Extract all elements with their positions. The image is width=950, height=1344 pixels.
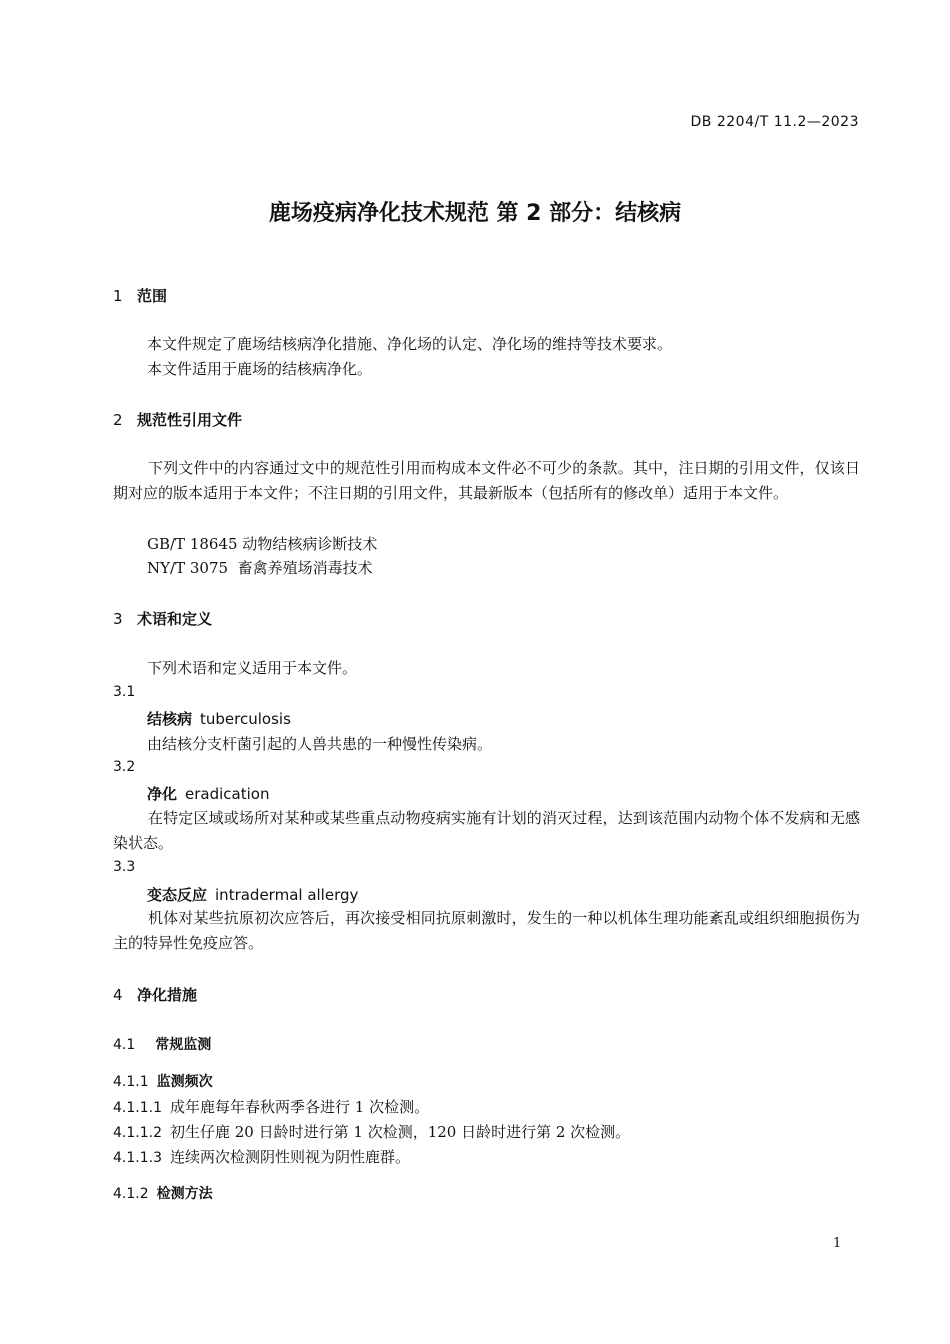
section-number: 3	[113, 610, 123, 628]
section-1-heading	[113, 285, 167, 306]
terms-intro: 下列术语和定义适用于本文件。	[147, 659, 358, 677]
term-definition: 在特定区域或场所对某种或某些重点动物疫病实施有计划的消灭过程，达到该范围内动物个体不发病和无感染状态。	[113, 809, 860, 852]
term-en: intradermal allergy	[215, 886, 359, 904]
term-number: 3.1	[113, 684, 136, 700]
subsection-4-1-2-heading	[113, 1183, 213, 1203]
item-text: 连续两次检测阴性则视为阴性鹿群。	[169, 1148, 410, 1166]
reference-item: GB/T 18645 动物结核病诊断技术	[147, 535, 378, 553]
term-zh: 结核病	[147, 710, 193, 728]
term-entry	[147, 708, 291, 729]
section-title: 术语和定义	[137, 610, 213, 628]
subsection-number: 4.1.1	[113, 1074, 149, 1090]
term-en: eradication	[185, 785, 270, 803]
list-item	[113, 1146, 410, 1167]
document-code: DB 2204/T 11.2—2023	[690, 114, 859, 130]
term-definition: 由结核分支杆菌引起的人兽共患的一种慢性传染病。	[147, 735, 493, 753]
term-en: tuberculosis	[200, 710, 291, 728]
section-title: 范围	[137, 287, 168, 305]
term-entry	[147, 783, 269, 804]
reference-item: NY/T 3075 畜禽养殖场消毒技术	[147, 559, 373, 577]
subsection-4-1-heading	[113, 1034, 211, 1054]
subsection-title: 监测频次	[156, 1074, 213, 1090]
item-number: 4.1.1.3	[113, 1150, 162, 1166]
scope-paragraph-1: 本文件规定了鹿场结核病净化措施、净化场的认定、净化场的维持等技术要求。	[147, 335, 673, 353]
list-item	[113, 1121, 630, 1142]
term-zh: 净化	[147, 785, 178, 803]
term-number: 3.3	[113, 859, 136, 875]
section-number: 1	[113, 287, 123, 305]
term-number: 3.2	[113, 759, 136, 775]
section-number: 2	[113, 411, 123, 429]
item-text: 成年鹿每年春秋两季各进行 1 次检测。	[169, 1098, 430, 1116]
section-4-heading	[113, 984, 197, 1005]
page-number: 1	[833, 1236, 842, 1251]
term-definition: 机体对某些抗原初次应答后，再次接受相同抗原刺激时，发生的一种以机体生理功能紊乱或组织细胞损伤为主的特异性免疫应答。	[113, 909, 860, 952]
section-3-heading	[113, 608, 212, 629]
references-paragraph: 下列文件中的内容通过文中的规范性引用而构成本文件必不可少的条款。其中，注日期的引用文件，仅该日期对应的版本适用于本文件；不注日期的引用文件，其最新版本（包括所有的修改单）适用于本文件。	[113, 459, 860, 502]
subsection-4-1-1-heading	[113, 1071, 213, 1091]
section-number: 4	[113, 986, 123, 1004]
section-2-heading	[113, 409, 242, 430]
list-item	[113, 1096, 429, 1117]
subsection-number: 4.1.2	[113, 1186, 149, 1202]
subsection-title: 常规监测	[155, 1037, 212, 1053]
subsection-title: 检测方法	[156, 1186, 213, 1202]
term-entry	[147, 884, 358, 905]
item-number: 4.1.1.2	[113, 1125, 162, 1141]
term-zh: 变态反应	[147, 886, 208, 904]
section-title: 规范性引用文件	[137, 411, 243, 429]
page-title: 鹿场疫病净化技术规范 第 2 部分：结核病	[268, 201, 682, 226]
item-number: 4.1.1.1	[113, 1100, 162, 1116]
item-text: 初生仔鹿 20 日龄时进行第 1 次检测，120 日龄时进行第 2 次检测。	[169, 1123, 631, 1141]
section-title: 净化措施	[137, 986, 198, 1004]
subsection-number: 4.1	[113, 1037, 136, 1053]
scope-paragraph-2: 本文件适用于鹿场的结核病净化。	[147, 360, 373, 378]
